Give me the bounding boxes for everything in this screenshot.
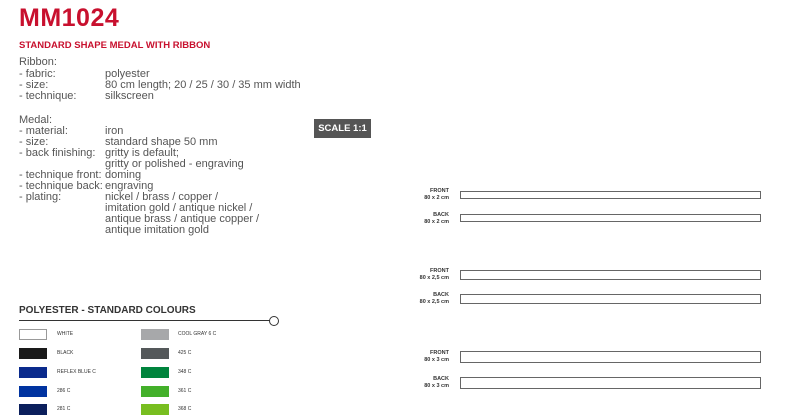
medal-spec — [19, 115, 319, 240]
ribbon-label: BACK 80 x 3 cm — [424, 376, 449, 389]
spec-label: - plating: — [19, 191, 62, 203]
spec-label: - technique: — [19, 90, 77, 102]
ribbon-label: FRONT 80 x 3 cm — [424, 350, 449, 363]
ribbon-back-2cm — [460, 214, 761, 222]
ribbon-label: BACK 80 x 2 cm — [424, 212, 449, 225]
ribbon-front-3cm — [460, 351, 761, 363]
ribbon-back-3cm — [460, 377, 761, 389]
colour-swatch — [19, 348, 47, 359]
ribbon-label: BACK 80 x 2,5 cm — [419, 292, 449, 305]
spec-label: - back finishing: — [19, 147, 96, 159]
spec-value: imitation gold / antique nickel / — [105, 202, 253, 214]
spec-label: - material: — [19, 125, 68, 137]
colour-swatch — [141, 348, 169, 359]
ribbon-back-2-5cm — [460, 294, 761, 304]
medal-heading: Medal: — [19, 114, 53, 126]
colour-swatch — [141, 386, 169, 397]
colours-divider-end-circle-icon — [269, 316, 279, 326]
spec-value: nickel / brass / copper / — [105, 191, 219, 203]
product-subtitle: STANDARD SHAPE MEDAL WITH RIBBON — [19, 40, 211, 51]
colour-swatch-label: WHITE — [57, 331, 74, 337]
spec-value: iron — [105, 125, 124, 137]
ribbon-label: FRONT 80 x 2 cm — [424, 188, 449, 201]
colour-swatch — [141, 367, 169, 378]
colour-swatch-label: 281 C — [57, 406, 71, 412]
spec-label: - size: — [19, 136, 49, 148]
colour-swatch — [141, 404, 169, 415]
colour-swatch-label: 286 C — [57, 388, 71, 394]
spec-value: polyester — [105, 68, 150, 80]
spec-value: silkscreen — [105, 90, 154, 102]
scale-badge: SCALE 1:1 — [314, 119, 371, 138]
colour-swatch-label: COOL GRAY 6 C — [178, 331, 217, 337]
ribbon-front-2cm — [460, 191, 761, 199]
colour-swatch-label: 348 C — [178, 369, 192, 375]
colour-swatch-label: 361 C — [178, 388, 192, 394]
colour-swatch-label: BLACK — [57, 350, 74, 356]
ribbon-label: FRONT 80 x 2,5 cm — [419, 268, 449, 281]
colour-swatch — [19, 404, 47, 415]
ribbon-front-2-5cm — [460, 270, 761, 280]
spec-value: antique imitation gold — [105, 224, 209, 236]
spec-label: - fabric: — [19, 68, 56, 80]
colour-swatch — [19, 329, 47, 340]
spec-label: - technique back: — [19, 180, 103, 192]
colours-heading: POLYESTER - STANDARD COLOURS — [19, 305, 196, 316]
spec-value: antique brass / antique copper / — [105, 213, 260, 225]
spec-label: - size: — [19, 79, 49, 91]
colour-swatch — [141, 329, 169, 340]
spec-value: 80 cm length; 20 / 25 / 30 / 35 mm width — [105, 79, 301, 91]
spec-label: - technique front: — [19, 169, 102, 181]
colour-swatch-label: REFLEX BLUE C — [57, 369, 96, 375]
ribbon-spec — [19, 57, 319, 107]
colour-swatch-label: 368 C — [178, 406, 192, 412]
spec-value: gritty or polished - engraving — [105, 158, 244, 170]
colour-swatch-label: 425 C — [178, 350, 192, 356]
spec-value: doming — [105, 169, 142, 181]
spec-value: gritty is default; — [105, 147, 179, 159]
colour-swatch — [19, 386, 47, 397]
ribbon-heading: Ribbon: — [19, 56, 57, 68]
colours-divider — [19, 320, 271, 321]
product-code: MM1024 — [19, 4, 120, 32]
colour-swatch — [19, 367, 47, 378]
spec-value: engraving — [105, 180, 154, 192]
spec-value: standard shape 50 mm — [105, 136, 218, 148]
